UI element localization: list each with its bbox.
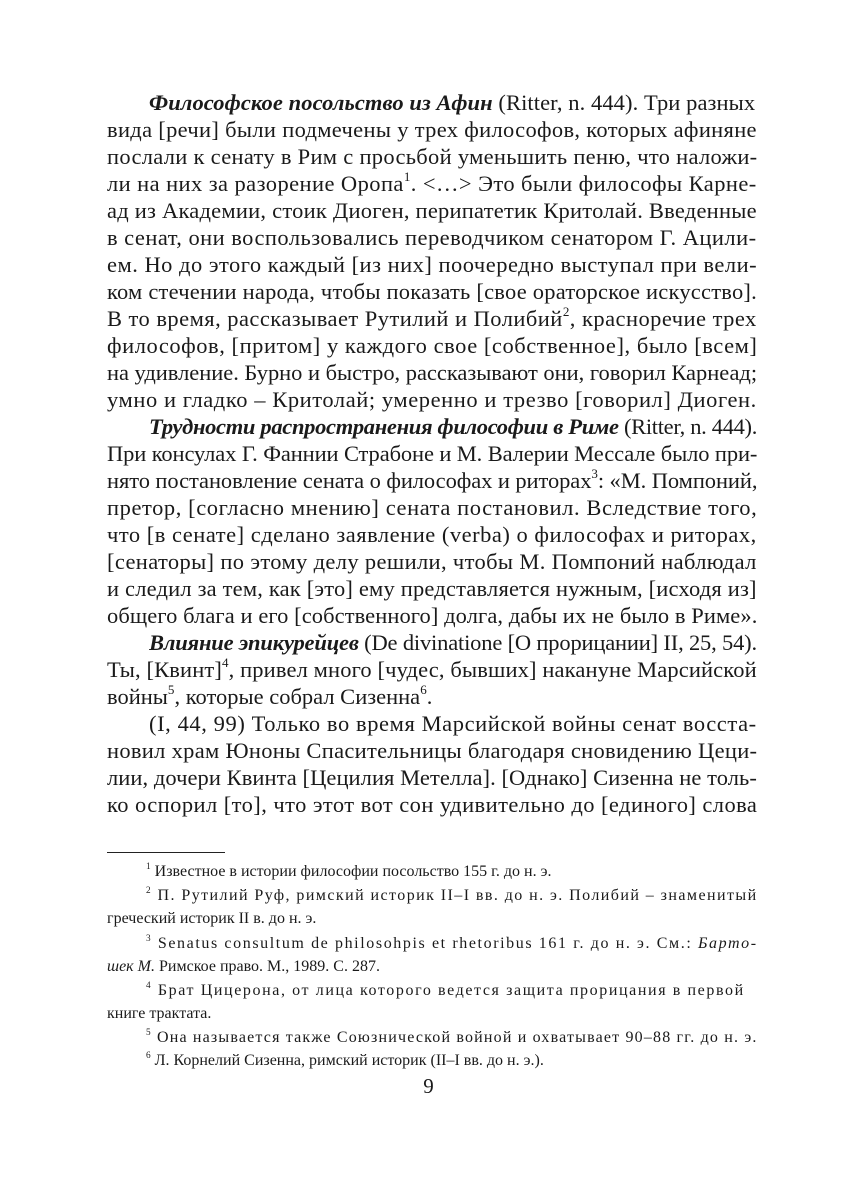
- text-line: ли на них за разорение Оропа$^1$. <…> Это были философы Карне-: [107, 170, 757, 196]
- footnote-ref: 5: [167, 683, 175, 698]
- text-line: В то время, рассказывает Рутилий и Полибий$^2$, красноречие трех: [107, 305, 757, 331]
- footnote: $^4$ Брат Цицерона, от лица которого ведется защита прорицания в первой: [146, 981, 745, 999]
- text-line: ко оспорил [то], что этот вот сон удивительно до [единого] слова: [107, 792, 757, 817]
- text-line: ком стечении народа, чтобы показать [свое ораторское искусство].: [107, 279, 757, 304]
- section-heading: Влияние эпикурейцев: [149, 630, 359, 655]
- text-line: на удивление. Бурно и быстро, рассказывают они, говорил Карнеад;: [107, 360, 757, 385]
- footnote: $^6$ Л. Корнелий Сизенна, римский историк (II–I вв. до н. э.).: [146, 1051, 544, 1069]
- text-line: новил храм Юноны Спасительницы благодаря сновидению Цеци-: [107, 738, 757, 763]
- text-line: войны$^5$, которые собрал Сизенна$^6$.: [107, 683, 433, 709]
- section-heading: Трудности распространения философии в Риме: [149, 414, 619, 439]
- text-line: послали к сенату в Рим с просьбой уменьшить пеню, что наложи-: [107, 144, 757, 169]
- text-line: лии, дочери Квинта [Цецилия Метелла]. [Однако] Сизенна не толь-: [107, 765, 757, 790]
- footnote: шек М. Римское право. М., 1989. С. 287.: [107, 958, 380, 975]
- page-number: 9: [423, 1074, 434, 1098]
- text-line: Философское посольство из Афин (Ritter, n. 444). Три разных: [149, 90, 755, 115]
- text-line: общего блага и его [собственного] долга, дабы их не было в Риме».: [107, 603, 757, 628]
- text-line: в сенат, они воспользовались переводчиком сенатором Г. Ацили-: [107, 225, 757, 250]
- text-line: умно и гладко – Критолай; умеренно и трезво [говорил] Диоген.: [107, 387, 757, 412]
- footnote-divider: [107, 852, 225, 853]
- text-line: претор, [согласно мнению] сената постановил. Вследствие того,: [107, 495, 757, 520]
- footnote-ref: 3: [591, 467, 598, 482]
- footnote-ref: 2: [562, 305, 570, 320]
- footnote: греческий историк II в. до н. э.: [107, 910, 317, 927]
- footnote: $^1$ Известное в истории философии посольство 155 г. до н. э.: [146, 862, 552, 880]
- footnote-ref: 1: [403, 170, 411, 185]
- text-line: При консулах Г. Фаннии Страбоне и М. Валерии Мессале было при-: [107, 441, 757, 466]
- text-line: Трудности распространения философии в Риме (Ritter, n. 444).: [149, 414, 757, 439]
- text-line: Ты, [Квинт]$^4$, привел много [чудес, бывших] накануне Марсийской: [107, 656, 757, 682]
- text-line: что [в сенате] сделано заявление (verba) о философах и риторах,: [107, 522, 757, 547]
- footnote: $^3$ Senatus consultum de philosohpis et rhetoribus 161 г. до н. э. См.: Барто-: [146, 934, 758, 952]
- footnote-ref: 4: [221, 656, 229, 671]
- text-line: нято постановление сената о философах и риторах$^3$: «М. Помпоний,: [107, 467, 757, 493]
- footnote: книге трактата.: [107, 1005, 212, 1022]
- text-line: ад из Академии, стоик Диоген, перипатетик Критолай. Введенные: [107, 198, 757, 223]
- section-heading: Философское посольство из Афин: [149, 90, 493, 115]
- text-line: философов, [притом] у каждого свое [собственное], было [всем]: [107, 333, 757, 358]
- text-line: (I, 44, 99) Только во время Марсийской войны сенат восста-: [149, 711, 757, 736]
- text-line: Влияние эпикурейцев (De divinatione [О прорицании] II, 25, 54).: [149, 630, 757, 655]
- footnote: $^2$ П. Рутилий Руф, римский историк II–I вв. до н. э. Полибий – знаменитый: [146, 886, 758, 904]
- text-line: и следил за тем, как [это] ему представляется нужным, [исходя из]: [107, 576, 757, 601]
- footnote: $^5$ Она называется также Союзнической войной и охватывает 90–88 гг. до н. э.: [146, 1028, 758, 1046]
- text-line: ем. Но до этого каждый [из них] поочередно выступал при вели-: [107, 252, 757, 277]
- text-line: вида [речи] были подмечены у трех философов, которых афиняне: [107, 117, 757, 142]
- text-line: [сенаторы] по этому делу решили, чтобы М. Помпоний наблюдал: [107, 549, 757, 574]
- footnote-ref: 6: [420, 683, 427, 698]
